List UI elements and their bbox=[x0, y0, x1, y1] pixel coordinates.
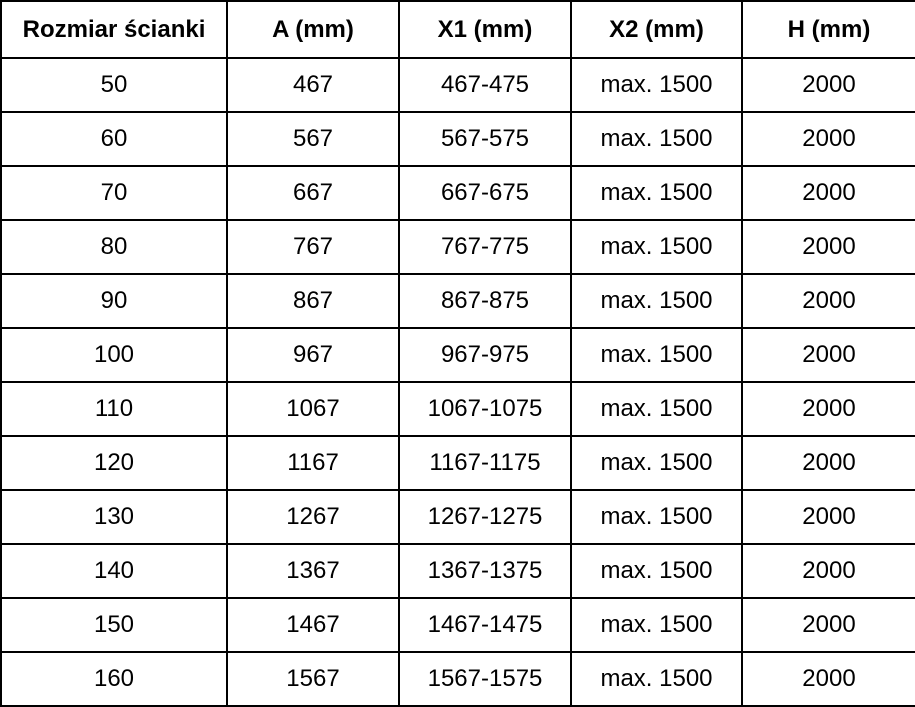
header-cell-x1-mm: X1 (mm) bbox=[399, 1, 571, 58]
table-row bbox=[1, 166, 915, 220]
table-cell: max. 1500 bbox=[571, 112, 742, 166]
table-cell: 967-975 bbox=[399, 328, 571, 382]
table-cell: 1267-1275 bbox=[399, 490, 571, 544]
table-cell: max. 1500 bbox=[571, 382, 742, 436]
table-cell: 140 bbox=[1, 544, 227, 598]
table-cell: 1567 bbox=[227, 652, 399, 706]
table-cell: 150 bbox=[1, 598, 227, 652]
table-cell: max. 1500 bbox=[571, 328, 742, 382]
table-cell: 667 bbox=[227, 166, 399, 220]
table-cell: max. 1500 bbox=[571, 544, 742, 598]
table-cell: 767 bbox=[227, 220, 399, 274]
table-cell: 867 bbox=[227, 274, 399, 328]
table-cell: 2000 bbox=[742, 490, 915, 544]
table-cell: 1267 bbox=[227, 490, 399, 544]
table-cell: 90 bbox=[1, 274, 227, 328]
table-cell: 110 bbox=[1, 382, 227, 436]
table-row bbox=[1, 274, 915, 328]
table-cell: 1167 bbox=[227, 436, 399, 490]
table-header-row bbox=[1, 1, 915, 58]
table-cell: 2000 bbox=[742, 112, 915, 166]
table-cell: 2000 bbox=[742, 166, 915, 220]
table-cell: 130 bbox=[1, 490, 227, 544]
table-cell: 2000 bbox=[742, 598, 915, 652]
table-cell: 120 bbox=[1, 436, 227, 490]
table-cell: 2000 bbox=[742, 328, 915, 382]
table-cell: 767-775 bbox=[399, 220, 571, 274]
table-cell: max. 1500 bbox=[571, 652, 742, 706]
table-row bbox=[1, 544, 915, 598]
table-cell: max. 1500 bbox=[571, 598, 742, 652]
table-cell: 70 bbox=[1, 166, 227, 220]
table-cell: max. 1500 bbox=[571, 490, 742, 544]
header-cell-x2-mm: X2 (mm) bbox=[571, 1, 742, 58]
table-row bbox=[1, 652, 915, 706]
table-row bbox=[1, 490, 915, 544]
table-cell: 1567-1575 bbox=[399, 652, 571, 706]
table-cell: max. 1500 bbox=[571, 58, 742, 112]
table-cell: 2000 bbox=[742, 58, 915, 112]
table-cell: 160 bbox=[1, 652, 227, 706]
header-cell-rozmiar-scianki: Rozmiar ścianki bbox=[1, 1, 227, 58]
table-cell: max. 1500 bbox=[571, 436, 742, 490]
table-cell: 1067 bbox=[227, 382, 399, 436]
table-cell: 2000 bbox=[742, 544, 915, 598]
table-cell: 2000 bbox=[742, 382, 915, 436]
table-row bbox=[1, 436, 915, 490]
table-cell: 1367 bbox=[227, 544, 399, 598]
table-cell: 1467 bbox=[227, 598, 399, 652]
table-cell: max. 1500 bbox=[571, 166, 742, 220]
table-cell: 1367-1375 bbox=[399, 544, 571, 598]
table-cell: 967 bbox=[227, 328, 399, 382]
table-cell: 1067-1075 bbox=[399, 382, 571, 436]
table-cell: 2000 bbox=[742, 220, 915, 274]
table-cell: max. 1500 bbox=[571, 220, 742, 274]
table-cell: 467 bbox=[227, 58, 399, 112]
table-row bbox=[1, 598, 915, 652]
header-cell-h-mm: H (mm) bbox=[742, 1, 915, 58]
table-cell: 667-675 bbox=[399, 166, 571, 220]
table-cell: 50 bbox=[1, 58, 227, 112]
table-cell: 467-475 bbox=[399, 58, 571, 112]
table-cell: 80 bbox=[1, 220, 227, 274]
table-cell: 1167-1175 bbox=[399, 436, 571, 490]
table-row bbox=[1, 220, 915, 274]
table-cell: 60 bbox=[1, 112, 227, 166]
table-cell: max. 1500 bbox=[571, 274, 742, 328]
table-cell: 567 bbox=[227, 112, 399, 166]
table-cell: 867-875 bbox=[399, 274, 571, 328]
table-cell: 2000 bbox=[742, 436, 915, 490]
table-row bbox=[1, 328, 915, 382]
table-row bbox=[1, 112, 915, 166]
table-row bbox=[1, 382, 915, 436]
table-cell: 567-575 bbox=[399, 112, 571, 166]
table-cell: 2000 bbox=[742, 652, 915, 706]
table-cell: 100 bbox=[1, 328, 227, 382]
table-cell: 1467-1475 bbox=[399, 598, 571, 652]
table-row bbox=[1, 58, 915, 112]
header-cell-a-mm: A (mm) bbox=[227, 1, 399, 58]
table-cell: 2000 bbox=[742, 274, 915, 328]
